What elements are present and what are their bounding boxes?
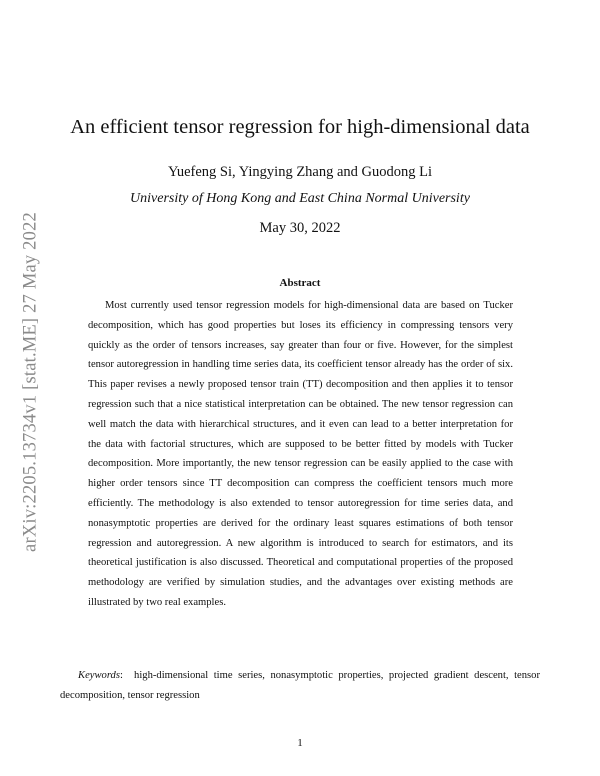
abstract-text: Most currently used tensor regression models for high-dimensional data are based on Tucker decomposition, which has good properties but loses its efficiency in compressing tensors very quickly as the order of tensors increases, say greater than four or five. However, for the simplest tensor autoregression in handling time series data, its coefficient tensor already has the order of six. This paper revises a newly proposed tensor train (TT) decomposition and then applies it to tensor regression such that a nice statistical interpretation can be obtained. The new tensor regression can well match the data with hierarchical structures, and it even can lead to a better interpretation for the data with factorial structures, which are supposed to be better fitted by models with Tucker decomposition. More importantly, the new tensor regression can be easily applied to the case with higher order tensors since TT decomposition can compress the coefficient tensors much more efficiently. The methodology is also extended to tensor autoregression for time series data, and nonasymptotic properties are derived for the ordinary least squares estimations of both tensor regression and autoregression. A new algorithm is introduced to search for estimators, and its theoretical justification is also discussed. Theoretical and computational properties of the proposed methodology are verified by simulation studies, and the advantages over existing methods are illustrated by two real examples. (88, 300, 513, 608)
keywords-separator: : (119, 670, 123, 681)
keywords-text: high-dimensional time series, nonasymptotic properties, projected gradient descent, tensor decomposition, tensor regression (60, 670, 540, 701)
page-number: 1 (297, 737, 303, 749)
author-list: Yuefeng Si, Yingying Zhang and Guodong Li (167, 164, 433, 180)
author-affiliation: University of Hong Kong and East China Normal University (130, 191, 470, 206)
paper-date: May 30, 2022 (259, 220, 341, 236)
keywords-label: Keywords (78, 670, 120, 681)
arxiv-identifier-stamp: arXiv:2205.13734v1 [stat.ME] 27 May 2022 (20, 212, 41, 552)
keywords-section (60, 666, 540, 705)
paper-title: An efficient tensor regression for high-dimensional data (70, 116, 530, 138)
abstract-heading: Abstract (279, 277, 321, 289)
